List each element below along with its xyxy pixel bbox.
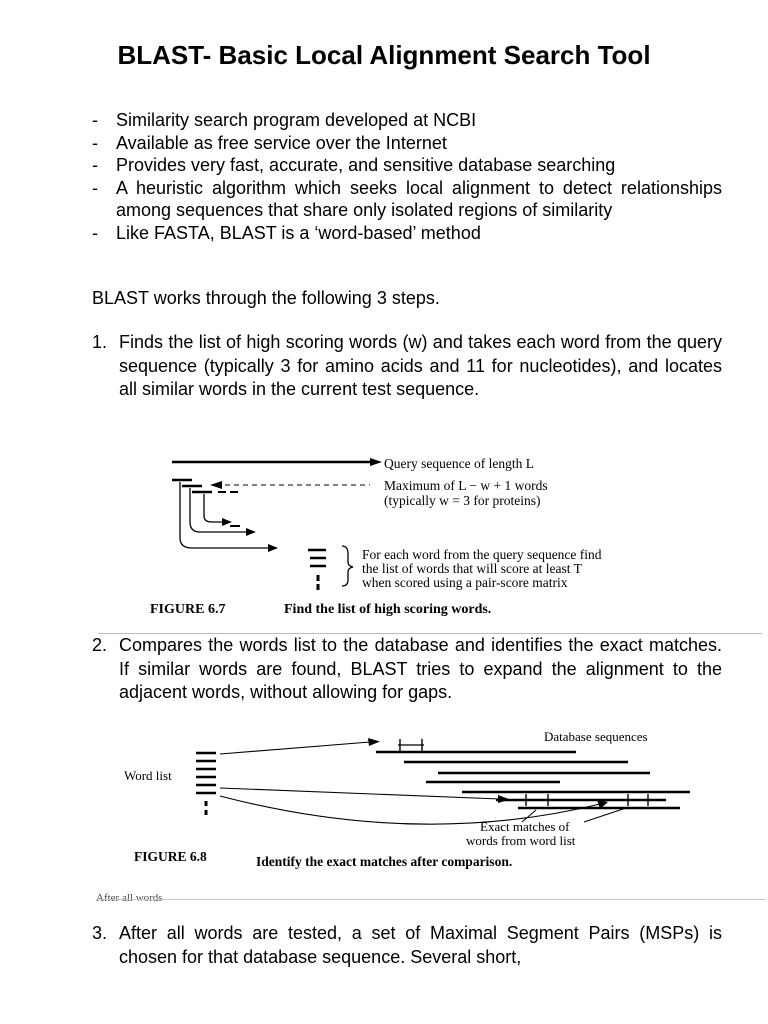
bullet-marker: - — [92, 155, 98, 175]
figure-6-8-diagram — [0, 720, 768, 905]
list-item — [92, 177, 722, 222]
arrowhead — [368, 738, 380, 746]
step-number: 2. — [92, 635, 108, 655]
pointer-line — [584, 808, 626, 822]
arrow-line — [220, 788, 500, 799]
page-title: BLAST- Basic Local Alignment Search Tool — [117, 40, 651, 70]
brace — [342, 546, 353, 586]
list-item — [92, 109, 722, 132]
list-item-text: Similarity search program developed at NCBI — [116, 110, 477, 130]
step-number: 3. — [92, 923, 108, 943]
each-word-label-2: the list of words that will score at least T — [362, 561, 582, 576]
exact-matches-label-1: Exact matches of — [480, 819, 570, 834]
step-text: Finds the list of high scoring words (w) and takes each word from the query sequence (typically 3 for amino acids and 11 for nucleotides), and locates all similar words in the current test sequence. — [119, 332, 722, 399]
word-list-label: Word list — [124, 768, 172, 783]
each-word-label-3: when scored using a pair-score matrix — [362, 575, 568, 590]
intro-paragraph: BLAST works through the following 3 steps. — [92, 288, 440, 308]
step-2 — [92, 634, 722, 705]
bullet-marker: - — [92, 222, 98, 243]
step-1 — [92, 331, 722, 402]
scan-edge-line — [96, 899, 766, 900]
bullet-marker: - — [92, 110, 98, 130]
figure-number: FIGURE 6.7 — [150, 602, 226, 617]
step-text: After all words are tested, a set of Maximal Segment Pairs (MSPs) is chosen for that database sequence. Several short, — [119, 923, 722, 967]
bullet-marker: - — [92, 177, 98, 198]
figure-caption: Identify the exact matches after comparison. — [256, 854, 513, 869]
arrow-path — [204, 494, 222, 522]
cutoff-text: After all words — [96, 892, 163, 904]
each-word-label-1: For each word from the query sequence find — [362, 547, 602, 562]
arrowhead — [222, 518, 232, 526]
database-label: Database sequences — [544, 729, 648, 744]
list-item — [92, 222, 722, 245]
list-item — [92, 154, 722, 177]
figure-6-7-diagram — [0, 440, 768, 625]
max-words-label: Maximum of L − w + 1 words — [384, 478, 548, 493]
list-item-text: Like FASTA, BLAST is a ‘word-based’ method — [116, 222, 481, 243]
list-item-text: Available as free service over the Internet — [116, 132, 447, 153]
arrow-line — [220, 742, 370, 754]
feature-list — [92, 109, 722, 244]
step-text: Compares the words list to the database and identifies the exact matches. If similar words are found, BLAST tries to expand the alignment to the adjacent words, without allowing for gaps. — [119, 635, 722, 702]
list-item-text: Provides very fast, accurate, and sensitive database searching — [116, 155, 616, 175]
arrowhead — [370, 458, 382, 466]
figure-number: FIGURE 6.8 — [134, 849, 207, 864]
arrowhead — [498, 795, 510, 803]
exact-matches-label-2: words from word list — [466, 833, 576, 848]
arrowhead — [210, 481, 222, 489]
typical-label: (typically w = 3 for proteins) — [384, 493, 541, 508]
list-item-text: A heuristic algorithm which seeks local alignment to detect relationships among sequences that share only isolated regions of similarity — [116, 177, 722, 220]
step-number: 1. — [92, 332, 108, 352]
bullet-marker: - — [92, 132, 98, 153]
arrowhead — [268, 544, 278, 552]
arrowhead — [246, 528, 256, 536]
step-3 — [92, 922, 722, 969]
query-label: Query sequence of length L — [384, 456, 534, 471]
list-item — [92, 132, 722, 155]
figure-caption: Find the list of high scoring words. — [284, 602, 492, 617]
